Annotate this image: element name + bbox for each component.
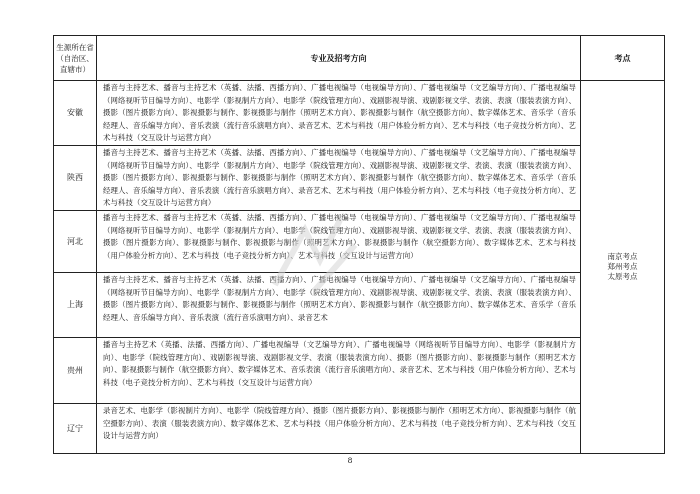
province-cell: 辽宁 [54, 403, 97, 453]
table-row [54, 145, 665, 210]
table-row [54, 81, 665, 146]
province-cell: 陕西 [54, 145, 97, 210]
majors-cell: 播音与主持艺术、播音与主持艺术（英播、法播、西播方向）、广播电视编导（电视编导方向）、广播电视编导（文艺编导方向）、广播电视编导（网络视听节目编导方向）、电影学（影视制片方向）、电影学（院线管理方向）、戏剧影视导演、戏剧影视文学、表演、表演（服装表演方向）、摄影（图片摄影方向）、影视摄影与制作、影视摄影与制作（照明艺术方向）、影视摄影与制作（航空摄影方向）、数字媒体艺术、音乐学（音乐经理人、音乐编导方向）、音乐表演（流行音乐演唱方向）、录音艺术、艺术与科技（用户体验分析方向）、艺术与科技（电子竞技分析方向）、艺术与科技（交互设计与运营方向） [97, 145, 581, 210]
majors-cell: 播音与主持艺术、播音与主持艺术（英播、法播、西播方向）、广播电视编导（电视编导方向）、广播电视编导（文艺编导方向）、广播电视编导（网络视听节目编导方向）、电影学（影视制片方向）、电影学（院线管理方向）、戏剧影视导演、戏剧影视文学、表演、表演（服装表演方向）、摄影（图片摄影方向）、影视摄影与制作、影视摄影与制作（照明艺术方向）、影视摄影与制作（航空摄影方向）、数字媒体艺术、音乐学（音乐经理人、音乐编导方向）、音乐表演（流行音乐演唱方向）、录音艺术 [97, 272, 581, 337]
majors-cell: 录音艺术、电影学（影视制片方向）、电影学（院线管理方向）、摄影（图片摄影方向）、影视摄影与制作（照明艺术方向）、影视摄影与制作（航空摄影方向）、表演（服装表演方向）、数字媒体艺术、艺术与科技（用户体验分析方向）、艺术与科技（电子竞技分析方向）、艺术与科技（交互设计与运营方向） [97, 403, 581, 453]
majors-cell: 播音与主持艺术、播音与主持艺术（英播、法播、西播方向）、广播电视编导（电视编导方向）、广播电视编导（文艺编导方向）、广播电视编导（网络视听节目编导方向）、电影学（影视制片方向）、电影学（院线管理方向）、戏剧影视导演、戏剧影视文学、表演、表演（服装表演方向）、摄影（图片摄影方向）、影视摄影与制作、影视摄影与制作（照明艺术方向）、影视摄影与制作（航空摄影方向）、数字媒体艺术、音乐学（音乐经理人、音乐编导方向）、音乐表演（流行音乐演唱方向）、录音艺术、艺术与科技（用户体验分析方向）、艺术与科技（电子竞技分析方向）、艺术与科技（交互设计与运营方向） [97, 81, 581, 146]
exam-site-taiyuan: 太原考点 [607, 271, 638, 281]
header-exam-site: 考点 [581, 36, 665, 81]
province-cell: 安徽 [54, 81, 97, 146]
majors-cell: 播音与主持艺术（英播、法播、西播方向）、广播电视编导（文艺编导方向）、广播电视编导（网络视听节目编导方向）、电影学（影视制片方向）、电影学（院线管理方向）、戏剧影视导演、戏剧影视文学、表演（服装表演方向）、摄影（图片摄影方向）、影视摄影与制作（照明艺术方向）、影视摄影与制作（航空摄影方向）、数字媒体艺术、音乐表演（流行音乐演唱方向）、录音艺术、艺术与科技（用户体验分析方向）、艺术与科技（电子竞技分析方向）、艺术与科技（交互设计与运营方向） [97, 337, 581, 403]
exam-site-nanjing: 南京考点 [607, 251, 638, 261]
page-number: 8 [347, 456, 353, 465]
exam-site-cell [581, 81, 665, 454]
province-cell: 贵州 [54, 337, 97, 403]
table-row [54, 210, 665, 272]
table-row [54, 403, 665, 453]
province-cell: 上海 [54, 272, 97, 337]
header-majors: 专业及招考方向 [97, 36, 581, 81]
header-province: 生源所在省（自治区、直辖市） [54, 36, 97, 81]
exam-site-zhengzhou: 郑州考点 [607, 261, 638, 271]
enrollment-table [53, 35, 665, 454]
province-cell: 河北 [54, 210, 97, 272]
table-row [54, 272, 665, 337]
table-row [54, 337, 665, 403]
table-header-row [54, 36, 665, 81]
majors-cell: 播音与主持艺术、播音与主持艺术（英播、法播、西播方向）、广播电视编导（电视编导方向）、广播电视编导（文艺编导方向）、广播电视编导（网络视听节目编导方向）、电影学（影视制片方向）、电影学（院线管理方向）、戏剧影视导演、戏剧影视文学、表演、表演（服装表演方向）、摄影（图片摄影方向）、影视摄影与制作、影视摄影与制作（照明艺术方向）、影视摄影与制作（航空摄影方向）、数字媒体艺术、艺术与科技（用户体验分析方向）、艺术与科技（电子竞技分析方向）、艺术与科技（交互设计与运营方向） [97, 210, 581, 272]
